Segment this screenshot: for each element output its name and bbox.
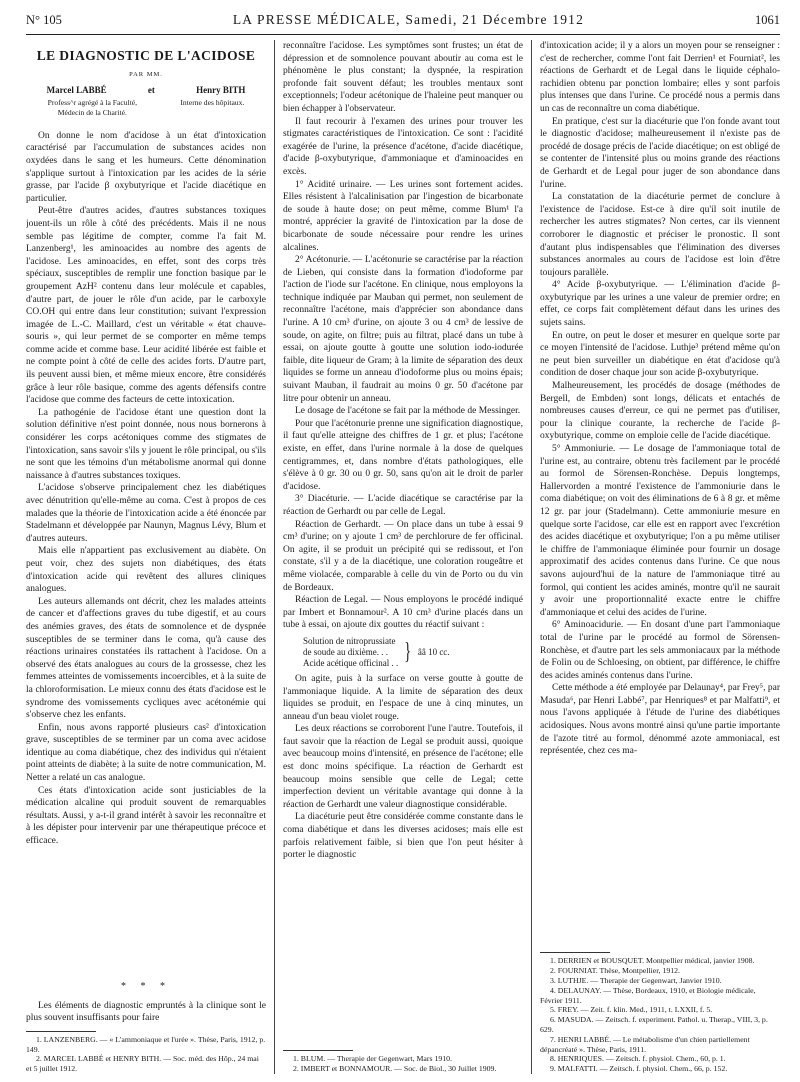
paragraph: Cette méthode a été employée par Delaunay⁴, par Frey⁵, par Masuda⁶, par Henri Labbé⁷, par Henriques⁸ et par Malfatti⁹, et nous l'avons appliquée à l'étude de l'urine des diabétiques acidosiques. Nous avons montré ainsi qu'une partie importante de l'azote titré au formol, dénommé azote ammoniacal, est représentée, chez ces ma- (540, 683, 780, 757)
column-divider-2 (531, 40, 532, 1074)
paragraph: Les éléments de diagnostic empruntés à la clinique sont le plus souvent insuffisants pour faire (26, 1000, 266, 1024)
article-title: LE DIAGNOSTIC DE L'ACIDOSE (36, 48, 256, 63)
paragraph: 3° Diacéturie. — L'acide diacétique se caractérise par la réaction de Gerhardt ou par celle de Legal. (283, 494, 523, 517)
affiliation-1 (48, 98, 137, 118)
formula-lines (303, 636, 398, 669)
footnote: 1. DERRIEN et BOUSQUET. Montpellier médical, janvier 1908. (550, 956, 755, 966)
paragraph: 6° Aminoacidurie. — En dosant d'une part l'ammoniaque total de l'urine par le procédé au formol de Sörensen-Ronchèse, et d'autre part les sels ammoniacaux par la méthode de Folin ou de Schloesing, on obtient, par différence, le chiffre des acides aminés contenus dans l'urine. (540, 620, 780, 681)
footnote: 3. LUTHJE. — Therapie der Gegenwart, Janvier 1910. (550, 976, 722, 986)
column-3 (540, 40, 780, 1074)
footnote: 5. FREY. — Zeit. f. klin. Med., 1911, t. LXXII, f. 5. (550, 1005, 713, 1015)
author-conjunction: et (147, 85, 155, 96)
running-head (26, 12, 780, 32)
paragraph: Mais elle n'appartient pas exclusivement au diabète. On peut voir, chez des sujets non diabétiques, des états d'intoxication acide qui revêtent des allures cliniques analogues. (26, 546, 266, 595)
footnote: 7. HENRI LABBÉ. — Le métabolisme d'un chien partiellement dépancréaté ». Thèse, Paris, 1911. (540, 1034, 750, 1054)
column-1 (26, 40, 266, 1074)
affiliation-2: Interne des hôpitaux. (180, 97, 245, 107)
header-rule (26, 34, 780, 35)
paragraph: On agite, puis à la surface on verse goutte à goutte de l'ammoniaque liquide. A la limite de séparation des deux liquides se produit, en l'espace de une à cinq minutes, un anneau d'un beau violet rouge. (283, 673, 523, 722)
column-divider-1 (274, 40, 275, 1074)
paragraph: 5° Ammoniurie. — Le dosage de l'ammoniaque total de l'urine est, au contraire, obtenu très facilement par le procédé au formol de Sörensen-Ronchèse. Depuis longtemps, Hallervorden a montré l'existence de l'ammoniurie dans le coma diabétique; on voit des éliminations de 6 à 8 gr. et même 12 gr. par jour (Stadelmann). Cette ammoniurie mesure en quelque sorte l'acidose, car elle est en rapport avec l'excrétion des acides diacétique et oxybutyrique; l'on a pu même utiliser le chiffre de l'ammoniaque éliminée pour fournir un dosage approximatif des acides contenus dans l'urine. Ce que nous savons aujourd'hui de la nature de l'ammoniaque titré au formol, qui contient les acides aminés, montre qu'il ne saurait y avoir une proportionnalité exacte entre le chiffre d'ammoniaque et celui des acides de l'urine. (540, 444, 780, 618)
paragraph: Enfin, nous avons rapporté plusieurs cas² d'intoxication grave, susceptibles de se terminer par un coma avec acidose identique au coma diabétique, chez des individus qui n'étaient point atteints de diabète; à la suite de notre communication, M. Netter a relaté un cas analogue. (26, 722, 266, 784)
issue-number: N° 105 (26, 13, 62, 27)
formula-amount: ââ 10 cc. (417, 646, 450, 657)
footnotes-col-2 (283, 1054, 523, 1074)
paragraph: Il faut recourir à l'examen des urines pour trouver les stigmates caractéristiques de l'intoxication. Ce sont : l'acidité exagérée de l'urine, la présence d'acétone, d'acide diacétique, d'acide β-oxybutyrique, d'ammoniaque et d'aminoacides en excès. (283, 116, 523, 177)
formula-line: Acide acétique officinal . . (303, 657, 399, 668)
footnote: 6. MASUDA. — Zeitsch. f. experiment. Pathol. u. Therap., VIII, 3, p. 629. (540, 1015, 768, 1035)
footnote-rule (540, 952, 610, 953)
paragraph: Réaction de Gerhardt. — On place dans un tube à essai 9 cm³ d'urine; on y ajoute 1 cm³ de perchlorure de fer officinal. On agite, il se produit un précipité qui se redissout, et l'on constate, s'il y a de la diacétique, une coloration rougeâtre et même violacée, comparable à celle du vin de Porto ou du vin de Bordeaux. (283, 519, 523, 593)
paragraph: L'acidose s'observe principalement chez les diabétiques avec dénutrition qu'elle-même au coma. C'est à propos de ces malades que la théorie de l'intoxication acide a été énoncée par Stadelmann et développée par Naunyn, Magnus Lévy, Blum et d'autres auteurs. (26, 483, 266, 544)
formula-line: de soude au dixième. . . (303, 646, 388, 657)
page-number: 1061 (755, 13, 780, 27)
footnote: 2. FOURNIAT. Thèse, Montpellier, 1912. (550, 966, 680, 976)
paragraph: Ces états d'intoxication acide sont justiciables de la médication alcaline qui produit souvent de remarquables résultats. Aussi, y a-t-il grand intérêt à savoir les reconnaître et à les dépister pour intervenir par une thérapeutique précoce et efficace. (26, 785, 266, 847)
column-1-bottom (26, 975, 266, 1074)
paragraph: reconnaître l'acidose. Les symptômes sont frustes; un état de dépression et de somnolence pouvant aboutir au coma est le phénomène le plus constant; la dyspnée, la respiration profonde fait souvent défaut; les troubles mentaux sont exceptionnels; l'odeur acétonique de l'haleine peut manquer ou bien échapper à l'observateur. (283, 41, 523, 114)
paragraph: Pour que l'acétonurie prenne une signification diagnostique, il faut qu'elle atteigne des chiffres de 1 gr. et plus; l'acétone existe, en effet, dans l'urine normale à la dose de quelques centigrammes, et, dans nombre d'états pathologiques, elle s'élève à 0 gr. 30 ou 0 gr. 50, sans qu'on ait le droit de parler d'acidose. (283, 418, 523, 492)
affiliation-1-line-2: Médecin de la Charité. (57, 107, 127, 117)
paragraph: 4° Acide β-oxybutyrique. — L'élimination d'acide β-oxybutyrique par les urines a une valeur de premier ordre; en effet, ce corps fait complètement défaut dans les urines des sujets sains. (540, 280, 780, 329)
paragraph: Malheureusement, les procédés de dosage (méthodes de Bergell, de Embden) sont longs, délicats et entachés de nombreuses causes d'erreur, ce qui ne permet pas d'utiliser, pour la clinique courante, la recherche de l'acide β-oxybutyrique, comme on emploie celle de l'acide diacétique. (540, 381, 780, 442)
footnote: 1. BLUM. — Therapie der Gegenwart, Mars 1910. (293, 1054, 453, 1064)
footnotes-col-1 (26, 1035, 266, 1074)
paragraph: La diacéturie peut être considérée comme constante dans le coma diabétique et dans les diverses acidoses; mais elle est parfois relativement faible, si bien que l'on peut hésiter à porter le diagnostic (283, 812, 523, 861)
paragraph: Les deux réactions se corroborent l'une l'autre. Toutefois, il faut savoir que la réaction de Legal se produit aussi, quoique avec beaucoup moins d'intensité, en présence de l'acétone; elle est donc moins spécifique. La réaction de Gerhardt est beaucoup moins sensible que celle de Legal; cette imperfection devient un véritable avantage qui donne à la réaction de Gerhardt une valeur diagnostique considérable. (283, 724, 523, 810)
journal-page (26, 12, 780, 1074)
affiliation-1-line-1: Profess^r agrégé à la Faculté, (47, 97, 138, 107)
author-2: Henry BITH (196, 85, 246, 96)
paragraph: 1° Acidité urinaire. — Les urines sont fortement acides. Elles résistent à l'alcalinisation par l'ingestion de bicarbonate de soude à haute dose; on peut même, comme Blum¹ l'a montré, apprécier la gravité de l'intoxication par la dose de bicarbonate de soude nécessaire pour rendre les urines alcalines. (283, 179, 523, 253)
paragraph: La pathogénie de l'acidose étant une question dont la solution définitive n'est point donnée, nous nous bornerons à considérer les corps acétoniques comme des stigmates de l'intoxication, sans savoir s'ils y jouent le rôle principal, ou s'ils ne sont que les témoins d'un métabolisme anormal qui donne naissance à d'autres substances toxiques. (26, 407, 266, 481)
paragraph: La constatation de la diacéturie permet de conclure à l'existence de l'acidose. Est-ce à dire qu'il soit inutile de rechercher les autres stigmates? Non certes, car ils viennent corroborer le diagnostic et préciser le pronostic. Il sont d'autant plus indispensables que l'élimination des diverses substances anormales au cours de l'acidose est loin d'être toujours parallèle. (540, 192, 780, 278)
section-asterism: * * * (121, 981, 171, 993)
footnote-rule (283, 1050, 353, 1051)
footnote: 9. MALFATTI. — Zeitsch. f. physiol. Chem., 66, p. 152. (550, 1064, 728, 1074)
journal-title-date: LA PRESSE MÉDICALE, Samedi, 21 Décembre 1912 (232, 12, 585, 27)
paragraph: Les auteurs allemands ont décrit, chez les malades atteints de cancer et d'affections graves du tube digestif, et au cours des anémies graves, des états de somnolence et de dyspnée susceptibles de se terminer dans le coma, qu'à cause des réactions urinaires constatées ils rattachent à l'acidose. On a observé des états analogues au cours de la grossesse, chez les femmes atteintes de vomissements incoercibles, et à la suite de la chloroformisation. Le mieux connu des états d'acidose est le syndrome des vomissements cycliques avec acétonémie qui s'observe chez les enfants. (26, 596, 266, 721)
author-1: Marcel LABBÉ (46, 85, 107, 96)
brace-glyph: } (404, 639, 412, 666)
paragraph: d'intoxication acide; il y a alors un moyen pour se renseigner : c'est de rechercher, comme l'ont fait Derrien¹ et Fourniat², les réactions de Gerhardt et de Legal dans le liquide céphalo-rachidien obtenu par ponction lombaire; elles y sont parfois plus intenses que dans l'urine. Ce procédé nous a permis dans un cas de reconnaître un coma diabétique. (540, 41, 780, 114)
footnote: 2. IMBERT et BONNAMOUR. — Soc. de Biol., 30 Juillet 1909. (293, 1064, 497, 1074)
affiliations (26, 98, 266, 118)
paragraph: 2° Acétonurie. — L'acétonurie se caractérise par la réaction de Lieben, qui consiste dans la formation d'iodoforme par l'action de l'iode sur l'acétone. En clinique, nous employons la technique indiquée par Mauban qui permet, non seulement de reconnaître l'acétone, mais d'apprécier son abondance dans l'urine. A 10 cm³ d'urine, on ajoute 3 ou 4 cm³ de lessive de soude, on agite, on filtre; puis au filtrat, placé dans un tube à essai, on ajoute goutte à goutte une solution iodo-iodurée faible, dite liqueur de Gram; à la limite de séparation des deux liquides se forme un anneau d'iodoforme plus ou moins épais; suivant Mauban, il faudrait au moins 0 gr. 50 d'acétone par litre pour obtenir un anneau. (283, 255, 523, 404)
paragraph: Le dosage de l'acétone se fait par la méthode de Messinger. (295, 406, 521, 417)
par-mm: PAR MM. (129, 70, 163, 78)
legal-reagent-formula (303, 636, 523, 669)
footnote-rule (26, 1031, 96, 1032)
paragraph: On donne le nom d'acidose à un état d'intoxication caractérisé par l'accumulation de substances acides non oxydées dans le sang et les humeurs. Cette dénomination s'applique surtout à l'intoxication par les acides de la série grasse, par l'acide β oxybutyrique et l'acide diacétique en particulier. (26, 130, 266, 204)
footnote: 8. HENRIQUES. — Zeitsch. f. physiol. Chem., 60, p. 1. (550, 1054, 726, 1064)
footnote: 2. MARCEL LABBÉ et HENRY BITH. — Soc. méd. des Hôp., 24 mai et 5 juillet 1912. (26, 1054, 259, 1074)
footnotes-col-3 (540, 956, 780, 1074)
paragraph: En pratique, c'est sur la diacéturie que l'on fonde avant tout le diagnostic d'acidose; malheureusement il n'existe pas de procédé de dosage précis de l'acide diacétique; on est obligé de se contenter de l'intensité plus ou moins grande des réactions de Gerhardt et de Legal pour juger de son abondance dans l'urine. (540, 116, 780, 190)
column-2-bottom (283, 1044, 523, 1074)
footnote: 4. DELAUNAY. — Thèse, Bordeaux, 1910, et Biologie médicale, Février 1911. (540, 985, 756, 1005)
footnote: 1. LANZENBERG. — « L'ammoniaque et l'urée ». Thèse, Paris, 1912, p. 149. (26, 1034, 266, 1054)
column-2 (283, 40, 523, 1074)
authors (26, 84, 266, 97)
paragraph: En outre, on peut le doser et mesurer en quelque sorte par ce moyen l'intensité de l'acidose. Luthje³ prétend même qu'on ne peut bien surveiller un diabétique en état d'acidose qu'à condition de doser chaque jour son acide β-oxybutyrique. (540, 330, 780, 379)
column-3-bottom (540, 946, 780, 1074)
paragraph: Réaction de Legal. — Nous employons le procédé indiqué par Imbert et Bonnamour². A 10 cm³ d'urine placés dans un tube à essai, on ajoute dix gouttes du réactif suivant : (283, 595, 523, 631)
formula-line: Solution de nitroprussiate (303, 635, 396, 646)
paragraph: Peut-être d'autres acides, d'autres substances toxiques jouent-ils un rôle à côté des précédents. Mais il ne nous semble pas légitime de compter, comme l'a fait M. Lanzenberg¹, les aminoacides au nombre des agents de l'acidose. Les aminoacides, en effet, sont des corps très spéciaux, susceptibles de remplir une fonction basique par le groupement AzH² contenu dans leur molécule et capables, d'autre part, de jouer le rôle d'un acide, par le carboxyle CO.OH qui entre dans leur constitution; suivant l'expression imagée de L.-C. Maillard, c'est un véritable « état chauve-souris », qui leur permet de se comporter en même temps comme acide et comme base. Leur acidité libérée est faible et ne compte point à côté de celle des acides forts. D'autre part, ils peuvent aussi bien, et même mieux encore, être considérés grâce à leur rôle basique, comme des agents défensifs contre l'acidose que comme des facteurs de cette intoxication. (26, 206, 266, 406)
